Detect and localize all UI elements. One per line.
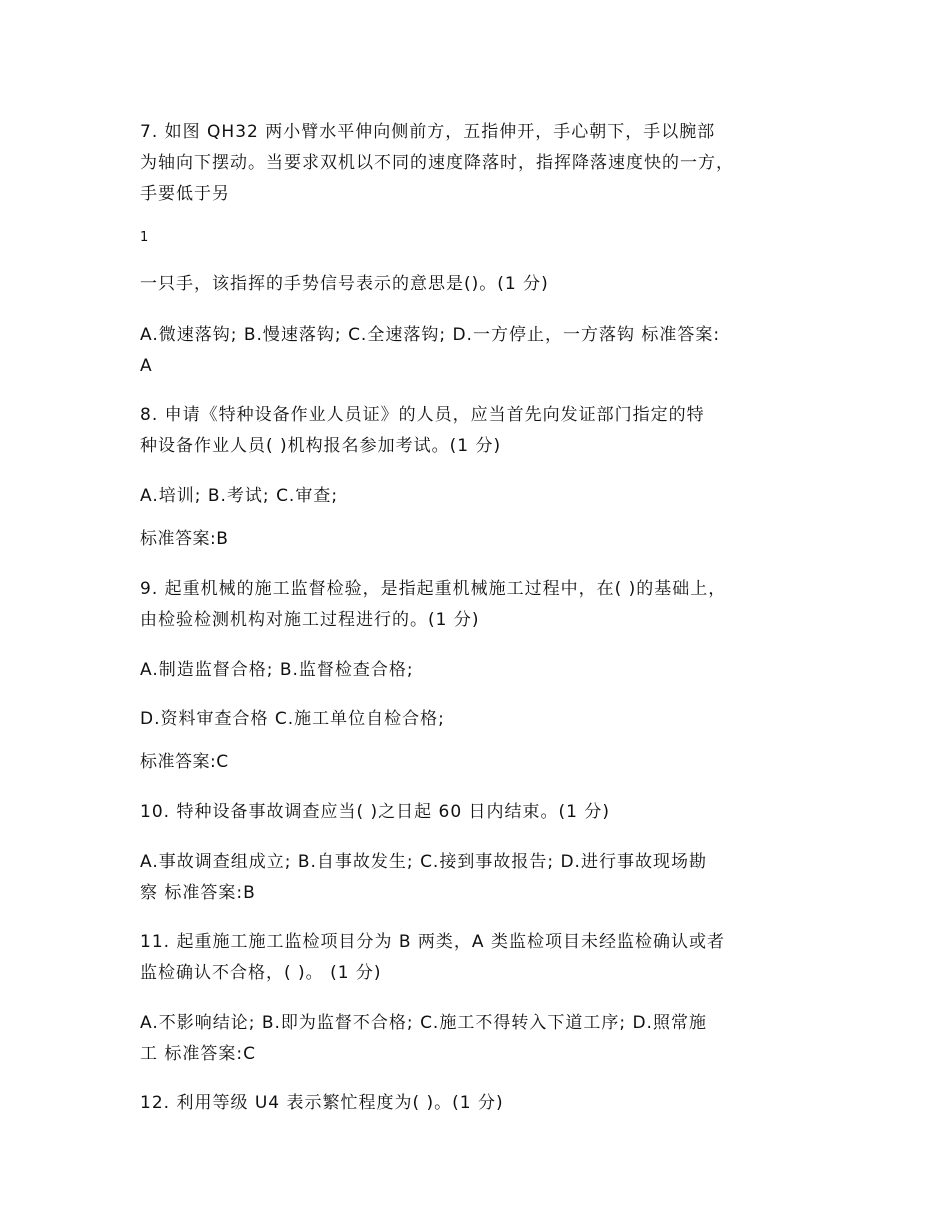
- q10-options: A.事故调查组成立; B.自事故发生; C.接到事故报告; D.进行事故现场勘: [140, 852, 707, 872]
- q9-line-2: 由检验检测机构对施工过程进行的。(1 分): [140, 610, 480, 630]
- q11-line-1: 11. 起重施工施工监检项目分为 B 两类，A 类监检项目未经监检确认或者: [140, 932, 725, 952]
- q8-line-2: 种设备作业人员( )机构报名参加考试。(1 分): [140, 436, 502, 456]
- q9-options-2: D.资料审查合格 C.施工单位自检合格;: [140, 709, 445, 729]
- q8-options: A.培训; B.考试; C.审查;: [140, 486, 339, 506]
- q8-answer: 标准答案:B: [140, 529, 229, 549]
- q11-answer: 工 标准答案:C: [140, 1044, 257, 1064]
- q9-options-1: A.制造监督合格; B.监督检查合格;: [140, 660, 414, 680]
- q12-line-1: 12. 利用等级 U4 表示繁忙程度为( )。(1 分): [140, 1093, 504, 1113]
- q9-line-1: 9. 起重机械的施工监督检验，是指起重机械施工过程中，在( )的基础上，: [140, 579, 727, 599]
- q10-answer: 察 标准答案:B: [140, 883, 256, 903]
- q11-options: A.不影响结论; B.即为监督不合格; C.施工不得转入下道工序; D.照常施: [140, 1013, 707, 1033]
- q7-options: A.微速落钩; B.慢速落钩; C.全速落钩; D.一方停止，一方落钩 标准答案:: [140, 325, 721, 345]
- q7-answer: A: [140, 356, 153, 376]
- q9-answer: 标准答案:C: [140, 752, 229, 772]
- q7-line-4: 一只手，该指挥的手势信号表示的意思是()。(1 分): [140, 274, 549, 294]
- q7-line-2: 为轴向下摆动。当要求双机以不同的速度降落时，指挥降落速度快的一方，: [140, 153, 734, 173]
- q10-line-1: 10. 特种设备事故调查应当( )之日起 60 日内结束。(1 分): [140, 802, 611, 822]
- q7-line-3: 手要低于另: [140, 184, 230, 204]
- q8-line-1: 8. 申请《特种设备作业人员证》的人员，应当首先向发证部门指定的特: [140, 405, 705, 425]
- q11-line-2: 监检确认不合格，( )。 (1 分): [140, 963, 382, 983]
- q7-line-1: 7. 如图 QH32 两小臂水平伸向侧前方，五指伸开，手心朝下，手以腕部: [140, 122, 716, 142]
- page-number: 1: [140, 230, 149, 245]
